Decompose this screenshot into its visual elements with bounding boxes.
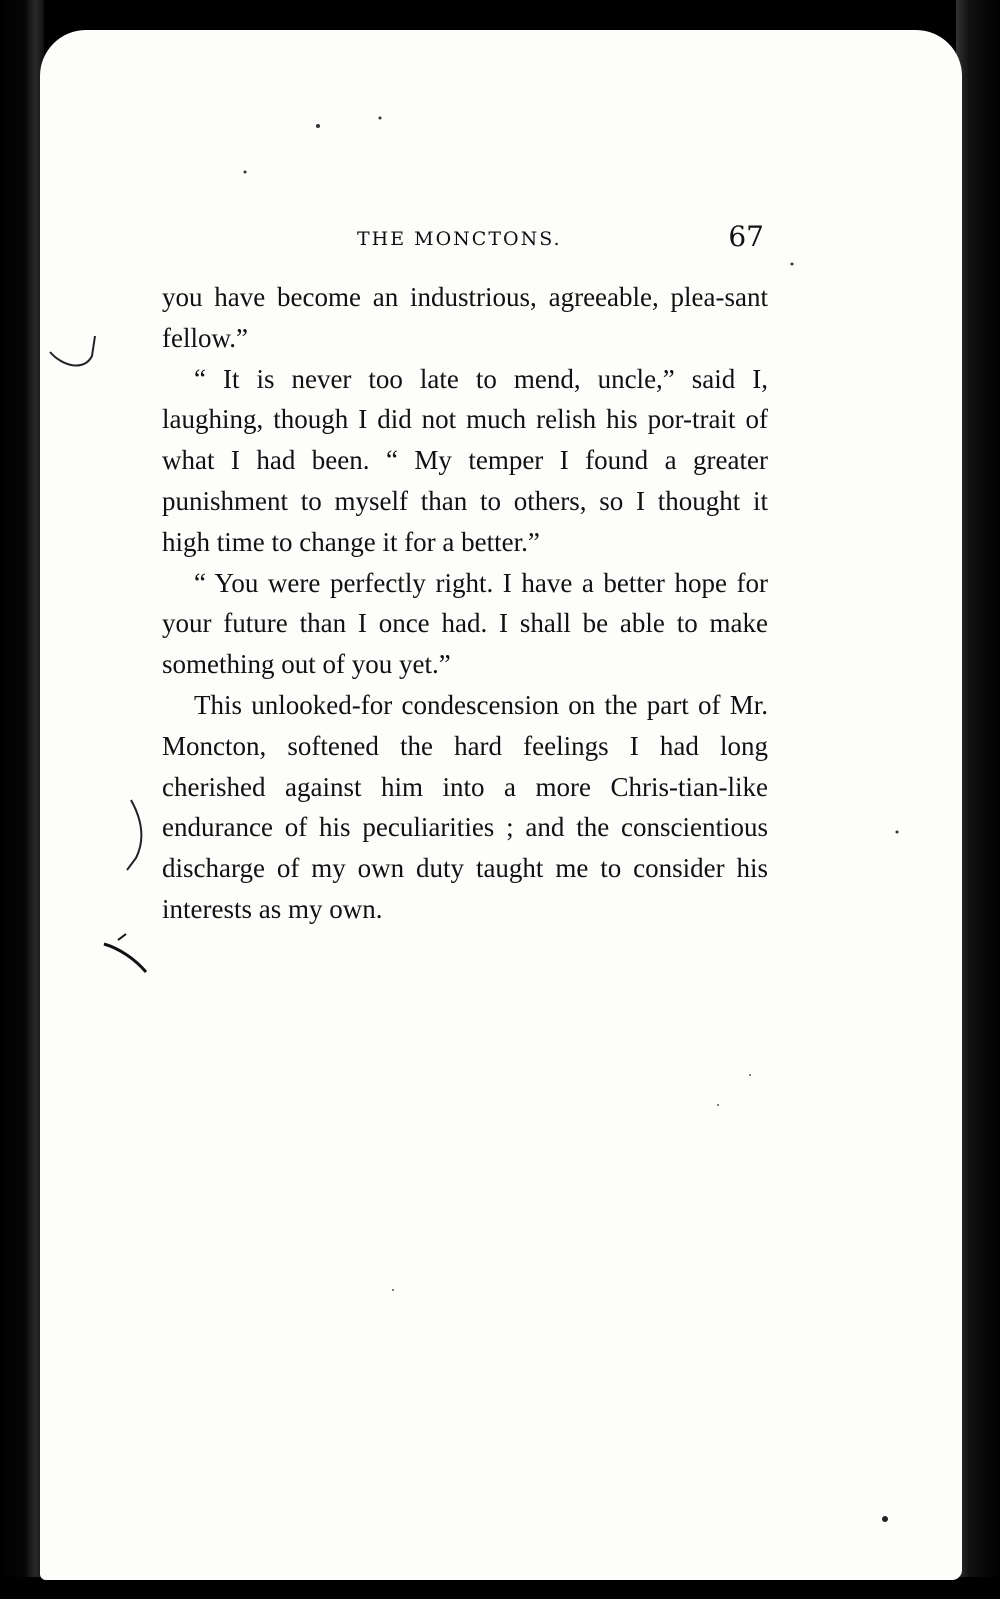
running-head-title: THE MONCTONS. <box>357 228 562 250</box>
body-text <box>162 277 768 930</box>
paragraph: This unlooked-for condescension on the part of Mr. Moncton, softened the hard feelings I had long cherished against him into a more Chris-tian-like endurance of his peculiarities ; and the conscientious discharge of my own duty taught me to consider his interests as my own. <box>162 689 768 924</box>
running-head <box>162 220 768 260</box>
page-number: 67 <box>728 220 764 253</box>
page-edge-shadow <box>956 0 1000 1599</box>
book-spine-shadow <box>0 0 44 1599</box>
paragraph: “ You were perfectly right. I have a better hope for your future than I once had. I shall be able to make something out of you yet.” <box>162 567 768 680</box>
paragraph: you have become an industrious, agreeable, plea-sant fellow.” <box>162 282 768 353</box>
bottom-edge-shadow <box>0 1577 1000 1599</box>
paragraph: “ It is never too late to mend, uncle,” said I, laughing, though I did not much relish his por-trait of what I had been. “ My temper I found a greater punishment to myself than to others, so I thought it high time to change it for a better.” <box>162 363 768 557</box>
